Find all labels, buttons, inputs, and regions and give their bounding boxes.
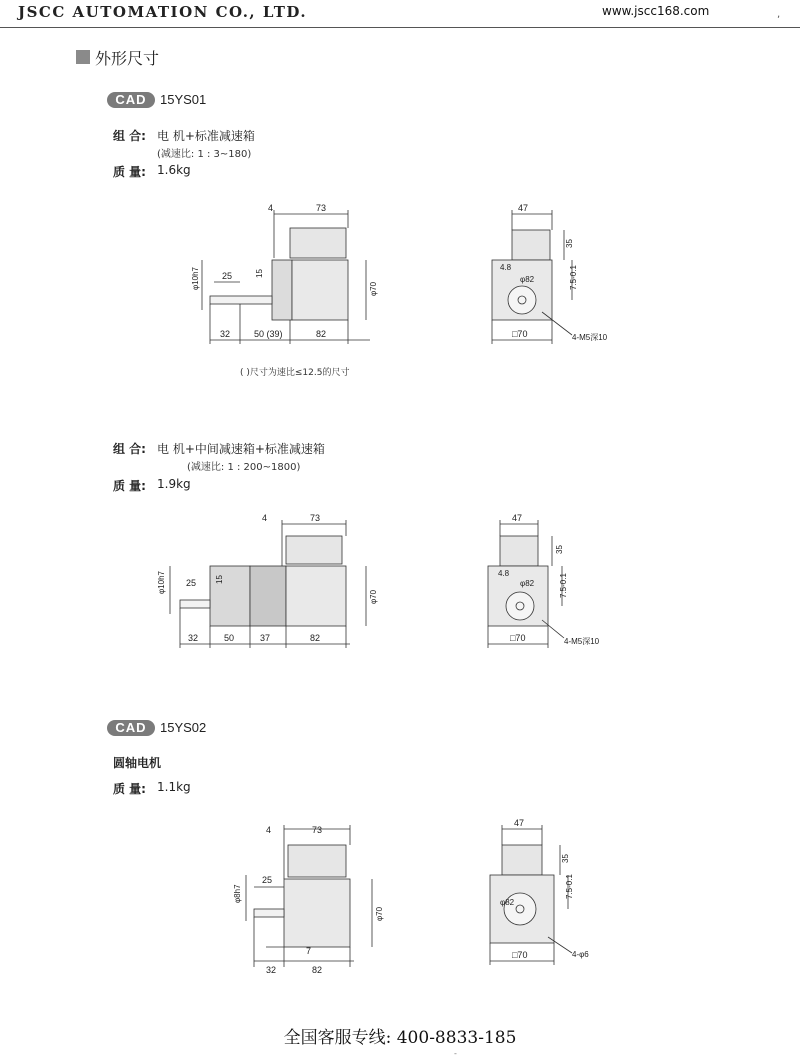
front3-dim-47: 47: [514, 818, 525, 828]
front3-dim-82: φ82: [500, 898, 515, 907]
dim-32: 32: [220, 329, 231, 339]
front3-dim-sq70: □70: [512, 950, 528, 960]
dim-15: 15: [255, 269, 264, 278]
dim2-32: 32: [188, 633, 199, 643]
model-15ys02: 15YS02: [160, 720, 207, 735]
front-dim-sq70: □70: [512, 329, 528, 339]
front2-dim-48: 4.8: [498, 569, 510, 578]
dim-73: 73: [316, 203, 327, 213]
drawing-front-view-3: [482, 815, 622, 975]
dim-4: 4: [268, 203, 274, 213]
dim-50: 50 (39): [254, 329, 283, 339]
combo-value-2: 电 机+中间减速箱+标准减速箱: [157, 442, 325, 456]
mass-value-2: 1.9kg: [157, 477, 191, 491]
dim-dia70: φ70: [369, 281, 378, 296]
front3-dim-holes: 4-φ6: [572, 950, 589, 959]
drawing-side-view-2: [150, 510, 390, 660]
footer-mark: -: [454, 1049, 457, 1058]
dim3-73: 73: [312, 825, 323, 835]
dim2-73: 73: [310, 513, 321, 523]
drawing-front-view-2: [482, 510, 622, 660]
drawing-front-view-1: [482, 200, 622, 350]
dim2-37: 37: [260, 633, 271, 643]
section-square-icon: [76, 50, 90, 64]
cad-badge-15ys02[interactable]: CAD: [107, 720, 155, 736]
front3-dim-35: 35: [561, 854, 570, 863]
mass-label-2: 质 量:: [113, 479, 146, 493]
dim3-shaft-dia: φ8h7: [233, 884, 242, 903]
mass-value-3: 1.1kg: [157, 780, 191, 794]
front2-dim-tol: 7.5-0.1: [559, 573, 568, 598]
front2-dim-35: 35: [555, 545, 564, 554]
front2-dim-47: 47: [512, 513, 523, 523]
combo-label-2: 组 合:: [113, 442, 146, 456]
front2-dim-sq70: □70: [510, 633, 526, 643]
combo-label-1: 组 合:: [113, 129, 146, 143]
front2-dim-82: φ82: [520, 579, 535, 588]
mass-label-1: 质 量:: [113, 165, 146, 179]
mass-value-1: 1.6kg: [157, 163, 191, 177]
header-divider: [0, 27, 800, 28]
front-dim-48: 4.8: [500, 263, 512, 272]
dim2-15: 15: [215, 575, 224, 584]
dim3-25: 25: [262, 875, 273, 885]
cad-badge-15ys01[interactable]: CAD: [107, 92, 155, 108]
dim2-25: 25: [186, 578, 197, 588]
dim-25: 25: [222, 271, 233, 281]
dim3-82: 82: [312, 965, 323, 975]
dim2-dia70: φ70: [369, 589, 378, 604]
section-title: 外形尺寸: [95, 49, 160, 68]
dim3-7: 7: [306, 946, 312, 956]
model-15ys01: 15YS01: [160, 92, 207, 107]
dim2-50: 50: [224, 633, 235, 643]
service-hotline: 全国客服专线: 400-8833-185: [283, 1028, 517, 1048]
dim3-4: 4: [266, 825, 272, 835]
note-1: ( )尺寸为速比≤12.5的尺寸: [240, 368, 350, 378]
dim3-dia70: φ70: [375, 906, 384, 921]
front2-dim-holes: 4-M5深10: [564, 637, 600, 646]
front3-dim-tol: 7.5-0.1: [565, 874, 574, 899]
website-url[interactable]: www.jscc168.com: [602, 4, 710, 18]
front-dim-47: 47: [518, 203, 529, 213]
front-dim-tol: 7.5-0.1: [569, 265, 578, 290]
combo-value-3: 圆轴电机: [113, 756, 162, 770]
front-dim-35: 35: [565, 239, 574, 248]
combo-value-1: 电 机+标准减速箱: [157, 129, 255, 143]
front-dim-holes: 4-M5深10: [572, 333, 608, 342]
ratio-2: (减速比: 1 : 200~1800): [187, 462, 301, 473]
front-dim-82: φ82: [520, 275, 535, 284]
mass-label-3: 质 量:: [113, 782, 146, 796]
dim2-82: 82: [310, 633, 321, 643]
dim2-4: 4: [262, 513, 268, 523]
dim3-32: 32: [266, 965, 277, 975]
dim-82: 82: [316, 329, 327, 339]
drawing-side-view-3: [220, 815, 390, 985]
dim-shaft-dia: φ10h7: [191, 267, 200, 290]
dim2-shaft-dia: φ10h7: [157, 571, 166, 594]
drawing-side-view-1: [190, 200, 390, 360]
company-name: JSCC AUTOMATION CO., LTD.: [18, 3, 308, 21]
ratio-1: (减速比: 1 : 3~180): [157, 149, 252, 160]
corner-mark: ,: [777, 9, 781, 20]
